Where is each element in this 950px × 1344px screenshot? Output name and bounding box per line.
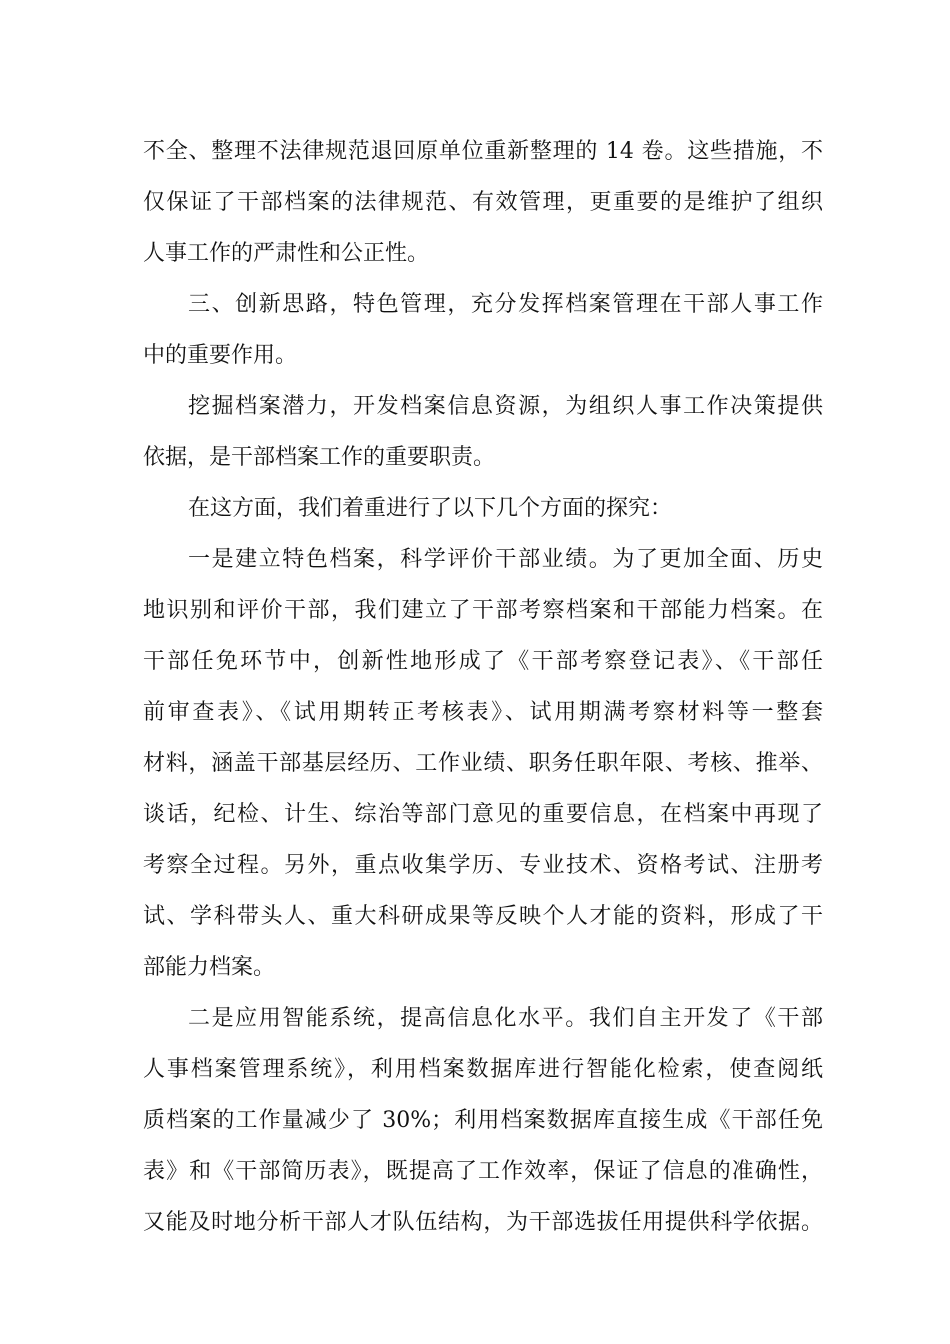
text-line: 挖掘档案潜力，开发档案信息资源，为组织人事工作决策提供: [188, 394, 823, 419]
text-line: 前审查表》、《试用期转正考核表》、试用期满考察材料等一整套: [143, 700, 823, 725]
text-line: 材料，涵盖干部基层经历、工作业绩、职务任职年限、考核、推举、: [143, 751, 823, 776]
text-line: 地识别和评价干部，我们建立了干部考察档案和干部能力档案。在: [143, 598, 823, 623]
text-line: 质档案的工作量减少了 30%；利用档案数据库直接生成《干部任免: [143, 1108, 823, 1133]
text-line: 在这方面，我们着重进行了以下几个方面的探究：: [188, 496, 673, 521]
section-heading-line: 三、创新思路，特色管理，充分发挥档案管理在干部人事工作: [188, 292, 823, 317]
text-line: 试、学科带头人、重大科研成果等反映个人才能的资料，形成了干: [143, 904, 823, 929]
text-line: 考察全过程。另外，重点收集学历、专业技术、资格考试、注册考: [143, 853, 823, 878]
text-line: 部能力档案。: [143, 955, 276, 980]
text-line: 依据，是干部档案工作的重要职责。: [143, 445, 496, 470]
text-line: 人事工作的严肃性和公正性。: [143, 241, 430, 266]
text-line: 又能及时地分析干部人才队伍结构，为干部选拔任用提供科学依据。: [143, 1210, 823, 1235]
text-line: 干部任免环节中，创新性地形成了《干部考察登记表》、《干部任: [143, 649, 823, 674]
text-line: 二是应用智能系统，提高信息化水平。我们自主开发了《干部: [188, 1006, 823, 1031]
text-line: 仅保证了干部档案的法律规范、有效管理，更重要的是维护了组织: [143, 190, 823, 215]
text-line: 一是建立特色档案，科学评价干部业绩。为了更加全面、历史: [188, 547, 823, 572]
section-heading-line: 中的重要作用。: [143, 343, 298, 368]
document-body: [143, 126, 823, 1248]
text-line: 谈话，纪检、计生、综治等部门意见的重要信息，在档案中再现了: [143, 802, 823, 827]
text-line: 人事档案管理系统》，利用档案数据库进行智能化检索，使查阅纸: [143, 1057, 823, 1082]
text-line: 表》和《干部简历表》，既提高了工作效率，保证了信息的准确性，: [143, 1159, 823, 1184]
text-line: 不全、整理不法律规范退回原单位重新整理的 14 卷。这些措施，不: [143, 139, 823, 164]
